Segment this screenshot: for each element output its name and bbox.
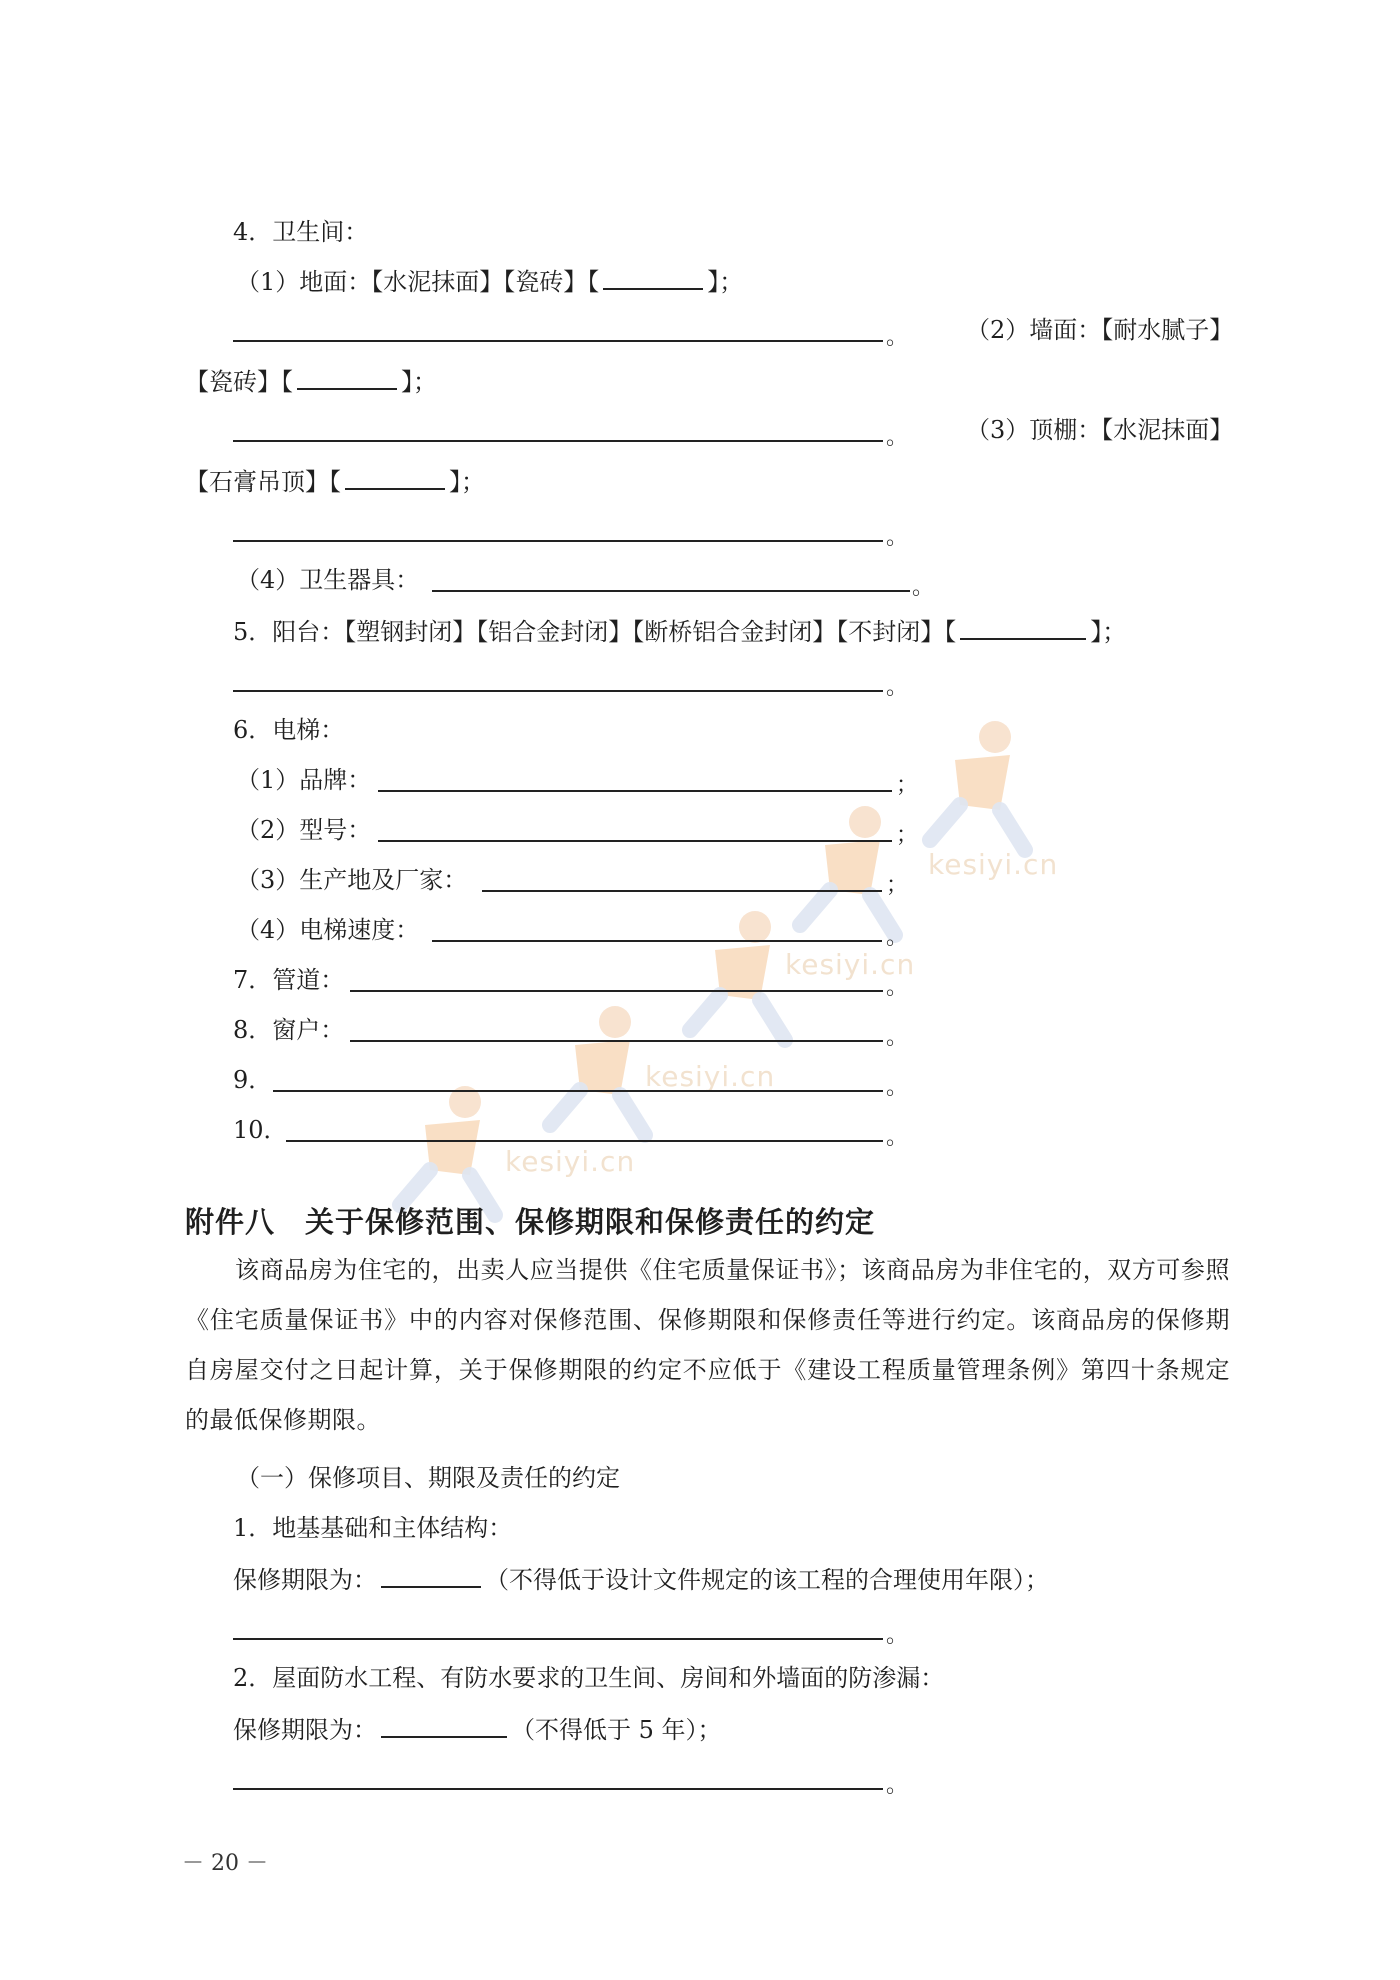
windows-field[interactable] — [350, 1040, 883, 1042]
elevator-model-field[interactable] — [378, 840, 892, 842]
floor-options: （1）地面：【水泥抹面】【瓷砖】【 — [236, 268, 600, 296]
item2-note: （不得低于 5 年）； — [511, 1716, 722, 1744]
balcony-other-field[interactable] — [960, 614, 1086, 640]
balcony-line — [233, 614, 1126, 648]
wall-options-a: （2）墙面：【耐水腻子】 — [966, 316, 1234, 344]
wall-line — [185, 364, 437, 398]
watermark-text: kesiyi.cn — [505, 1145, 636, 1178]
annex8-paragraph-text: 该商品房为住宅的，出卖人应当提供《住宅质量保证书》；该商品房为非住宅的，双方可参照《住宅质量保证书》中的内容对保修范围、保修期限和保修责任等进行约定。该商品房的保修期自房屋交付之日起计算，关于保修期限的约定不应低于《建设工程质量管理条例》第四十条规定的最低保修期限。 — [185, 1256, 1230, 1434]
period: 。 — [886, 325, 909, 350]
period: 。 — [886, 1075, 909, 1100]
pipes-label: 7．管道： — [233, 966, 345, 994]
semicolon: ； — [896, 823, 919, 848]
runner-watermark-icon — [660, 905, 810, 1055]
ceiling-options-a: （3）顶棚：【水泥抹面】 — [966, 416, 1234, 444]
period: 。 — [886, 525, 909, 550]
wall-other-field[interactable] — [297, 364, 397, 390]
wall-options-b: 【瓷砖】【 — [185, 368, 293, 396]
period: 。 — [912, 575, 935, 600]
elevator-model-label: （2）型号： — [236, 816, 372, 844]
floor-line — [236, 264, 743, 298]
item9-field[interactable] — [273, 1090, 883, 1092]
bracket-close: 】； — [401, 368, 437, 396]
fixtures-label: （4）卫生器具： — [236, 566, 420, 594]
period: 。 — [886, 425, 909, 450]
page-number: － 20 － — [182, 1851, 268, 1876]
item2-period-line — [233, 1712, 722, 1746]
annex8-subheading: （一）保修项目、期限及责任的约定 — [236, 1464, 620, 1492]
windows-label: 8．窗户： — [233, 1016, 345, 1044]
watermark-text: kesiyi.cn — [928, 848, 1059, 881]
item1-detail-field[interactable] — [233, 1638, 883, 1640]
floor-other-field[interactable] — [603, 264, 703, 290]
elevator-origin-field[interactable] — [482, 890, 882, 892]
runner-watermark-icon — [520, 1000, 670, 1150]
pipes-field[interactable] — [350, 990, 883, 992]
ceiling-options-b: 【石膏吊顶】【 — [185, 468, 341, 496]
section6-title: 6．电梯： — [233, 716, 345, 744]
bracket-close: 】； — [449, 468, 485, 496]
floor-detail-field[interactable] — [233, 340, 883, 342]
watermark-text: kesiyi.cn — [785, 948, 916, 981]
item2-period-field[interactable] — [381, 1712, 507, 1738]
elevator-brand-field[interactable] — [378, 790, 892, 792]
period: 。 — [886, 1773, 909, 1798]
section4-title: 4．卫生间： — [233, 218, 369, 246]
item1-title: 1．地基基础和主体结构： — [233, 1514, 513, 1542]
elevator-speed-field[interactable] — [432, 940, 882, 942]
ceiling-other-field[interactable] — [345, 464, 445, 490]
item1-period-line — [233, 1562, 1049, 1596]
fixtures-field[interactable] — [432, 590, 910, 592]
item2-title: 2．屋面防水工程、有防水要求的卫生间、房间和外墙面的防渗漏： — [233, 1664, 945, 1692]
period: 。 — [886, 675, 909, 700]
elevator-brand-label: （1）品牌： — [236, 766, 372, 794]
period: 。 — [886, 1623, 909, 1648]
item10-label: 10． — [233, 1116, 288, 1144]
annex8-paragraph — [185, 1245, 1230, 1445]
item1-period-label: 保修期限为： — [233, 1566, 377, 1594]
ceiling-line — [185, 464, 485, 498]
item1-note: （不得低于设计文件规定的该工程的合理使用年限）； — [485, 1566, 1049, 1594]
semicolon: ； — [896, 773, 919, 798]
period: 。 — [886, 1125, 909, 1150]
annex8-heading: 附件八 关于保修范围、保修期限和保修责任的约定 — [185, 1205, 876, 1239]
item10-field[interactable] — [286, 1140, 883, 1142]
item1-period-field[interactable] — [381, 1562, 481, 1588]
watermark-text: kesiyi.cn — [645, 1060, 776, 1093]
period: 。 — [886, 1025, 909, 1050]
period: 。 — [886, 975, 909, 1000]
bracket-close: 】； — [1090, 618, 1127, 646]
item2-detail-field[interactable] — [233, 1788, 883, 1790]
ceiling-detail-field[interactable] — [233, 540, 883, 542]
wall-detail-field[interactable] — [233, 440, 883, 442]
item2-period-label: 保修期限为： — [233, 1716, 377, 1744]
runner-watermark-icon — [900, 715, 1050, 865]
elevator-origin-label: （3）生产地及厂家： — [236, 866, 468, 894]
balcony-detail-field[interactable] — [233, 690, 883, 692]
elevator-speed-label: （4）电梯速度： — [236, 916, 420, 944]
bracket-close: 】； — [707, 268, 744, 296]
period: 。 — [886, 925, 909, 950]
balcony-options: 5．阳台：【塑钢封闭】【铝合金封闭】【断桥铝合金封闭】【不封闭】【 — [233, 618, 957, 646]
item9-label: 9． — [233, 1066, 273, 1094]
semicolon: ； — [886, 873, 909, 898]
